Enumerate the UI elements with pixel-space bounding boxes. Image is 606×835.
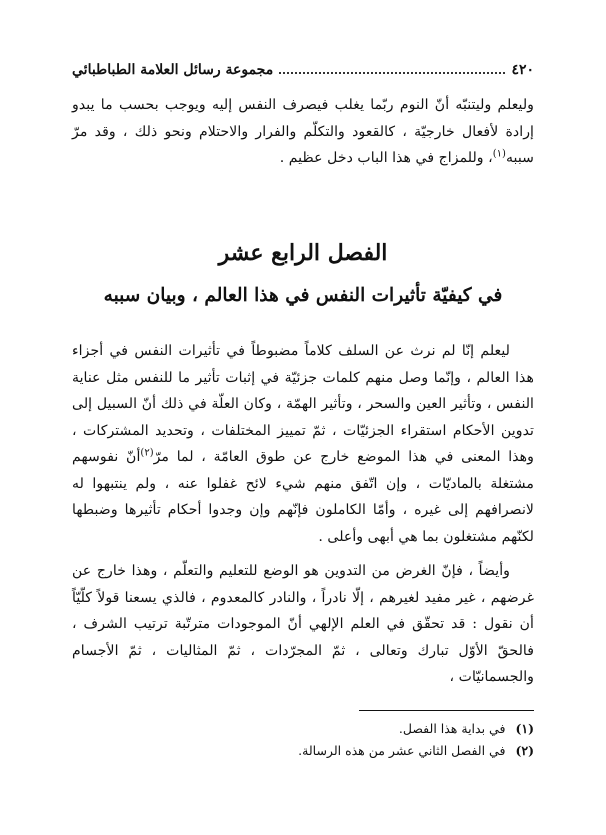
footnotes [72, 718, 534, 762]
running-title: مجموعة رسائل العلامة الطباطبائي [72, 62, 274, 78]
header-leader-dots [279, 64, 505, 74]
footnote-2 [72, 740, 534, 762]
footnote-number: (٢) [515, 743, 534, 758]
footnote-number: (١) [515, 721, 534, 736]
intro-text-after: ، وللمزاج في هذا الباب دخل عظيم . [279, 150, 493, 166]
footnote-text: في بداية هذا الفصل. [398, 721, 506, 736]
body-paragraph-2: وأيضاً ، فإنّ الغرض من التدوين هو الوضع للتعليم والتعلّم ، وهذا خارج عن غرضهم ، غير مفيد لغيرهم ، إلّا نادراً ، والنادر كالمعدوم ، فالذي يسعنا قولاً كلّيّاً أن نقول : قد تحقّق في العلم الإلهي أنّ الموجودات مترتّبة ترتيب الشرف ، فالحقّ الأوّل تبارك وتعالى ، ثمّ المجرّدات ، ثمّ المثاليات ، ثمّ الأجسام والجسمانيّات ، [72, 563, 534, 685]
footnote-text: في الفصل الثاني عشر من هذه الرسالة. [298, 743, 506, 758]
p1-text-part1: ليعلم إنّا لم نرث عن السلف كلاماً مضبوطاً في تأثيرات النفس في أجزاء هذا العالم ، وإنّما وصل منهم كلمات جزئيّة في إثبات تأثير ما للنفس مثل عناية النفس ، وتأثير العين والسحر ، وتأثير الهمّة ، وكان العلّة في ذلك أنّ السبيل إلى تدوين الأحكام استقراء الجزئيّات ، ثمّ تمييز المختلفات ، وتحديد المشتركات ، وهذا المعنى في هذا الموضع خارج عن طوق العامّة ، لما مرّ [72, 343, 534, 465]
footnote-marker-2[interactable]: (٢) [140, 447, 154, 459]
footnote-marker-1[interactable]: (١) [492, 148, 506, 160]
footnote-separator [359, 710, 534, 711]
intro-text-before: وليعلم وليتنبّه أنّ النوم ربّما يغلب فيصرف النفس إليه ويوجب بحسب ما يبدو إرادة لأفعال خارجيّة ، كالقعود والتكلّم والفرار والاحتلام ونحو ذلك ، وقد مرّ سببه [72, 97, 534, 166]
footnote-1 [72, 718, 534, 740]
body-paragraph-1 [72, 338, 534, 550]
intro-paragraph [72, 92, 534, 172]
running-header [72, 62, 534, 78]
p1-text-part2: أنّ نفوسهم مشتغلة بالماديّات ، وإن اتّفق منهم شيء لائح غفلوا عنه ، ولم ينتبهوا له لانصرافهم إلى غيره ، وأمّا الكاملون فإنّهم وإن وجدوا أحكام تأثيرها وضبطها لكنّهم مشتغلون بما هي أبهى وأعلى . [72, 449, 534, 545]
chapter-title: الفصل الرابع عشر [218, 240, 388, 266]
chapter-subtitle: في كيفيّة تأثيرات النفس في هذا العالم ، وبيان سببه [103, 285, 503, 306]
page-number: ٤٢٠ [511, 62, 534, 78]
chapter-body [72, 338, 534, 691]
